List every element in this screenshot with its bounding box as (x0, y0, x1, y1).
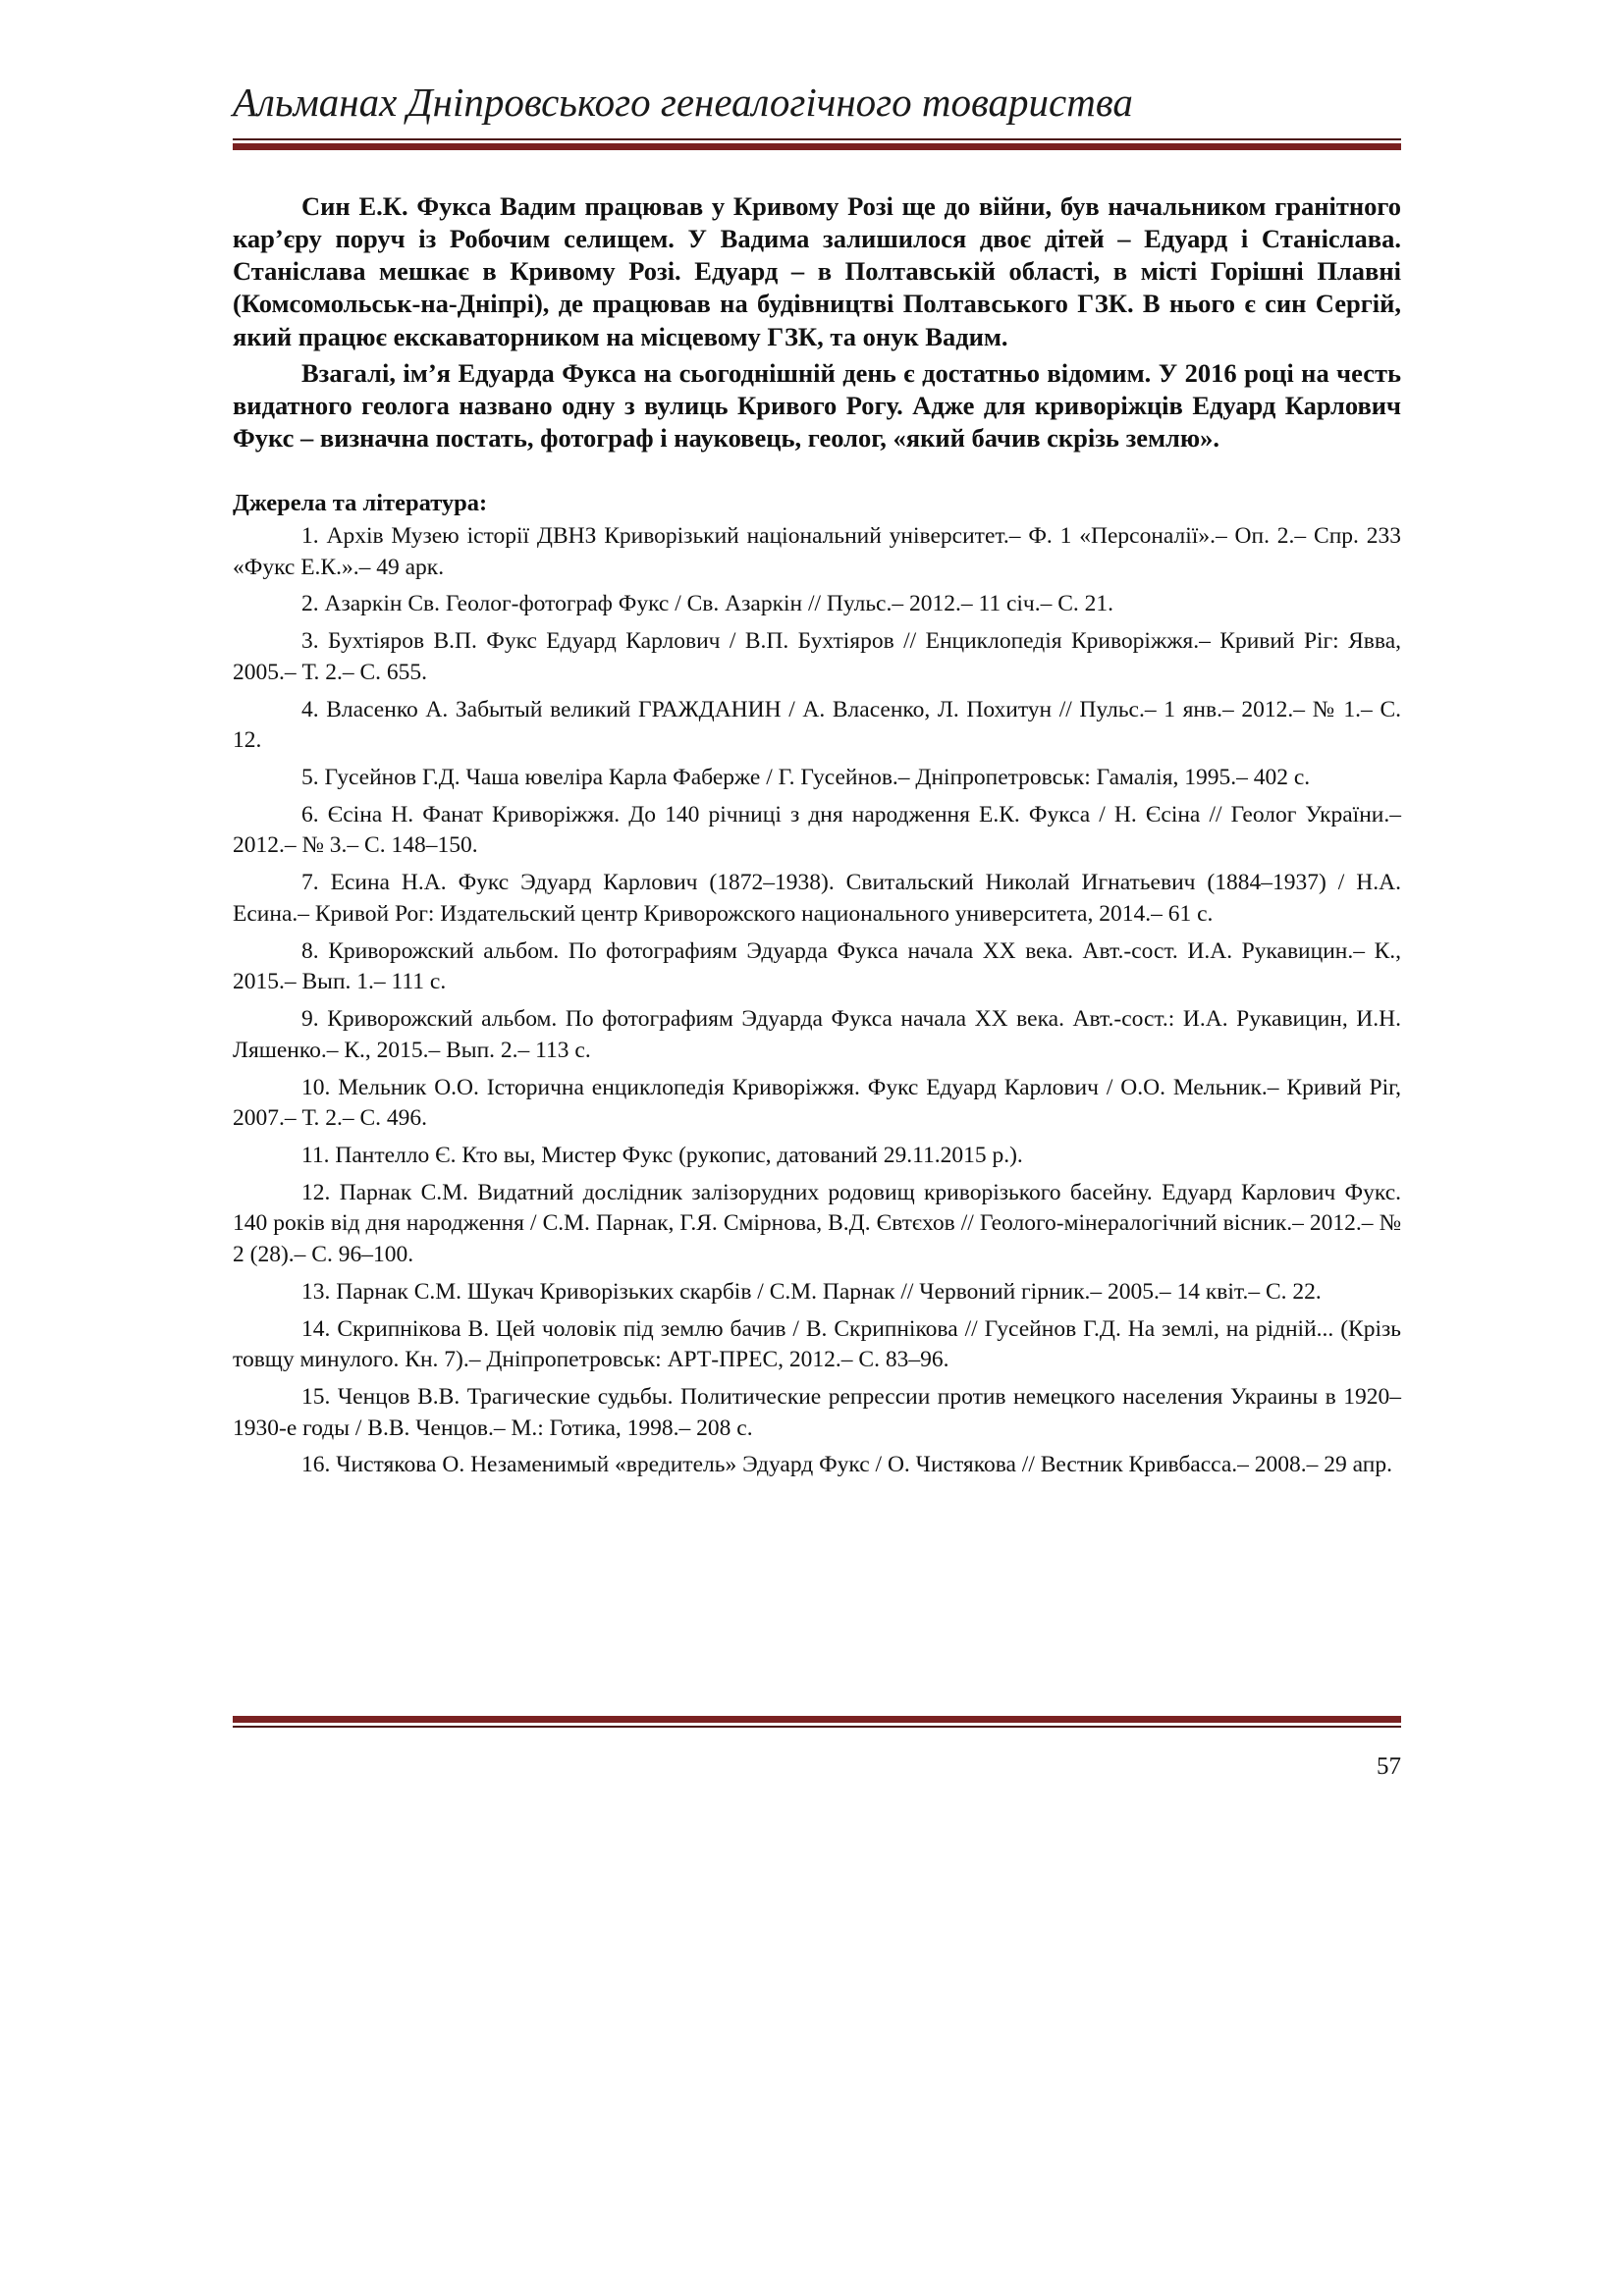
reference-item: 1. Архів Музею історії ДВНЗ Криворізький національний університет.– Ф. 1 «Персоналії».– Оп. 2.– Спр. 233 «Фукс Е.К.».– 49 арк. (233, 523, 1401, 580)
reference-item: 3. Бухтіяров В.П. Фукс Едуард Карлович / В.П. Бухтіяров // Енциклопедія Криворіжжя.– Кривий Ріг: Явва, 2005.– Т. 2.– С. 655. (233, 628, 1401, 685)
reference-item: 12. Парнак С.М. Видатний дослідник залізорудних родовищ криворізького басейну. Едуард Карлович Фукс. 140 років від дня народження / С.М. Парнак, Г.Я. Смірнова, В.Д. Євтєхов // Геолого-мінералогічний вісник.– 2012.– № 2 (28).– С. 96–100. (233, 1179, 1401, 1268)
page-number: 57 (1377, 1753, 1401, 1780)
footer-rule-thick (233, 1716, 1401, 1723)
footer-rule-thin (233, 1726, 1401, 1728)
reference-item: 14. Скрипнікова В. Цей чоловік під землю бачив / В. Скрипнікова // Гусейнов Г.Д. На землі, на рідній... (Крізь товщу минулого. Кн. 7).– Дніпропетровськ: АРТ-ПРЕС, 2012.– С. 83–96. (233, 1315, 1401, 1373)
reference-item: 7. Есина Н.А. Фукс Эдуард Карлович (1872–1938). Свитальский Николай Игнатьевич (1884–1937) / Н.А. Есина.– Кривой Рог: Издательский центр Криворожского национального университета, 2014.– 61 с. (233, 870, 1401, 927)
reference-item: 11. Пантелло Є. Кто вы, Мистер Фукс (рукопис, датований 29.11.2015 р.). (301, 1142, 1023, 1168)
reference-item: 9. Криворожский альбом. По фотографиям Эдуарда Фукса начала ХХ века. Авт.-сост.: И.А. Рукавицин, И.Н. Ляшенко.– К., 2015.– Вып. 2.– 113 с. (233, 1006, 1401, 1063)
reference-item: 16. Чистякова О. Незаменимый «вредитель» Эдуард Фукс / О. Чистякова // Вестник Кривбасса.– 2008.– 29 апр. (301, 1452, 1393, 1478)
reference-item: 6. Єсіна Н. Фанат Криворіжжя. До 140 річниці з дня народження Е.К. Фукса / Н. Єсіна // Геолог України.– 2012.– № 3.– С. 148–150. (233, 801, 1401, 859)
reference-list (233, 521, 1401, 1481)
page-content (233, 190, 1401, 1487)
reference-item: 2. Азаркін Св. Геолог-фотограф Фукс / Св. Азаркін // Пульс.– 2012.– 11 січ.– С. 21. (301, 591, 1114, 617)
header-rule (233, 138, 1401, 150)
reference-item: 5. Гусейнов Г.Д. Чаша ювеліра Карла Фаберже / Г. Гусейнов.– Дніпропетровськ: Гамалія, 1995.– 402 с. (301, 765, 1311, 791)
header-rule-thin (233, 138, 1401, 140)
page-footer (233, 1716, 1401, 1781)
body-paragraph: Син Е.К. Фукса Вадим працював у Кривому Розі ще до війни, був начальником гранітного кар’єру поруч із Робочим селищем. У Вадима залишилося двоє дітей – Едуард і Станіслава. Станіслава мешкає в Кривому Розі. Едуард – в Полтавській області, в місті Горішні Плавні (Комсомольськ-на-Дніпрі), де працював на будівництві Полтавського ГЗК. В нього є син Сергій, який працює екскаваторником на місцевому ГЗК, та онук Вадим. (233, 191, 1401, 351)
reference-item: 10. Мельник О.О. Історична енциклопедія Криворіжжя. Фукс Едуард Карлович / О.О. Мельник.– Кривий Ріг, 2007.– Т. 2.– С. 496. (233, 1074, 1401, 1132)
footer-rule (233, 1716, 1401, 1728)
header-rule-thick (233, 143, 1401, 150)
almanac-title: Альманах Дніпровського генеалогічного товариства (233, 80, 1133, 125)
reference-item: 13. Парнак С.М. Шукач Криворізьких скарбів / С.М. Парнак // Червоний гірник.– 2005.– 14 квіт.– С. 22. (301, 1278, 1322, 1305)
reference-item: 15. Ченцов В.В. Трагические судьбы. Политические репрессии против немецкого населения Украины в 1920–1930-е годы / В.В. Ченцов.– М.: Готика, 1998.– 208 с. (233, 1383, 1401, 1441)
sources-heading: Джерела та література: (233, 490, 488, 516)
page-header (233, 57, 1401, 150)
reference-item: 8. Криворожский альбом. По фотографиям Эдуарда Фукса начала ХХ века. Авт.-сост. И.А. Рукавицин.– К., 2015.– Вып. 1.– 111 с. (233, 937, 1401, 995)
body-paragraph: Взагалі, ім’я Едуарда Фукса на сьогоднішній день є достатньо відомим. У 2016 році на честь видатного геолога названо одну з вулиць Кривого Рогу. Адже для криворіжців Едуард Карлович Фукс – визначна постать, фотограф і науковець, геолог, «який бачив скрізь землю». (233, 357, 1401, 453)
reference-item: 4. Власенко А. Забытый великий ГРАЖДАНИН / А. Власенко, Л. Похитун // Пульс.– 1 янв.– 2012.– № 1.– С. 12. (233, 696, 1401, 754)
